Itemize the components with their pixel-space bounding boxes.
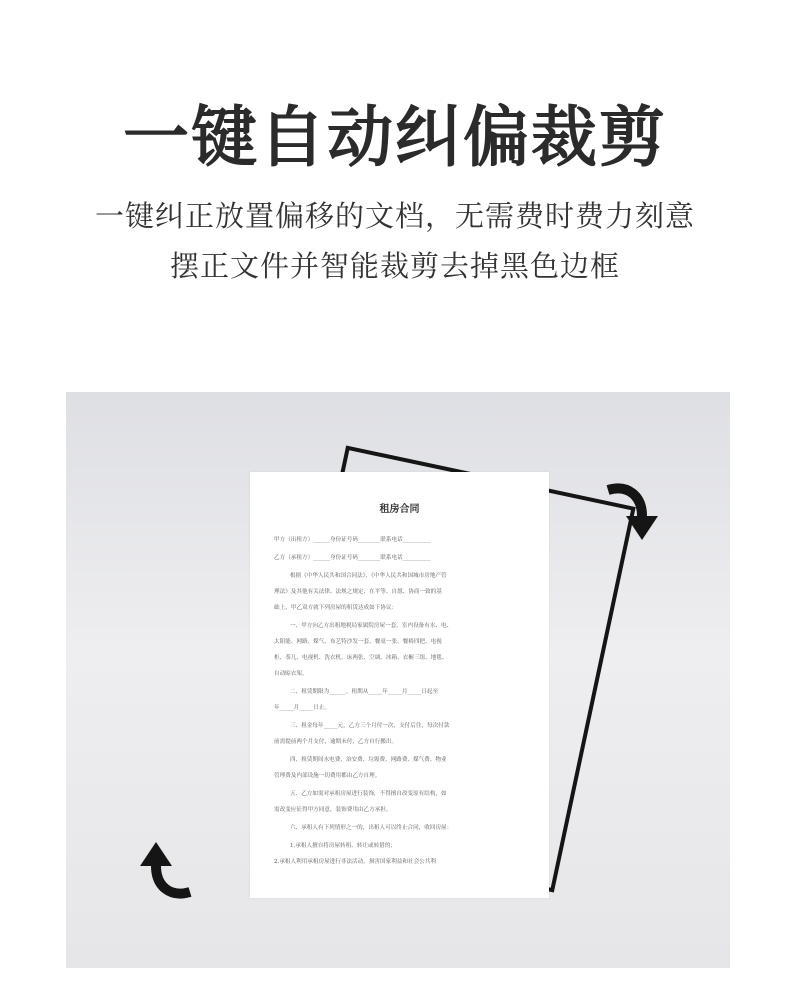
document-line: 自动晾衣架。 [274,671,308,677]
document-line: 三、租金每年_____元，乙方三个月付一次，支付后住，每次付款 [290,723,450,729]
document-line: 需改变应征得甲方同意，装饰费用由乙方承担。 [274,807,392,813]
document-line: 管理费及内部设施一切费用都由乙方自理。 [274,773,381,779]
document-line: 1.承租人擅自将房屋转租、转让或转借的； [290,843,397,849]
document-line: 五、乙方如需对承租房屋进行装饰，不得擅自改变原有结构，如 [290,791,447,797]
document-line: 柜、茶几、电视机、洗衣机、床两张、空调、冰箱、衣橱三组、地毯、 [274,655,448,661]
subtitle-line-1: 一键纠正放置偏移的文档，无需费时费力刻意 [94,199,695,233]
illustration-panel [66,392,730,968]
document-line: 根据《中华人民共和国合同法》、《中华人民共和国城市房地产管 [290,573,447,579]
document-line: 一、甲方向乙方出租地税局家属院房屋一套，室内设备有水、电、 [290,623,453,629]
subtitle-line-2: 摆正文件并智能裁剪去掉黑色边框 [169,249,620,283]
document-title: 租房合同 [379,504,420,515]
document-line: 理法》及其他有关法律、法规之规定，在平等、自愿、协商一致的基 [274,589,442,595]
document-line: 乙方（承租方）______身份证号码________联系电话__________ [274,555,431,561]
document-line: 2.承租人利用承租房屋进行非法活动，损害国家利益和社会公共利 [274,859,436,865]
cropped-document [250,472,549,898]
document-line: 六、承租人有下列情形之一的，出租人可以终止合同，收回房屋： [290,825,453,831]
document-line: 甲方（出租方）______身份证号码________联系电话__________ [274,537,431,543]
rotate-clockwise-arrow-icon [606,482,662,546]
document-line: 前需提前两个月支付，逾期未付，乙方自行搬出。 [274,739,398,745]
document-line: 础上，甲乙双方就下列房屋的租赁达成如下协议： [274,605,398,611]
document-line: 太阳能、网路、煤气、布艺特沙发一套、餐桌一张、餐椅四把、电视 [274,639,442,645]
document-line: 二、租赁期限为______，租期从_____年_____月_____日起至 [290,689,439,695]
page-title: 一键自动纠偏裁剪 [123,99,667,176]
document-line: 四、租赁期间水电费、治安费、垃圾费、网路费、煤气费、物业 [290,757,447,763]
document-line: 年_____月_____日止。 [274,705,330,711]
rotate-clockwise-arrow-icon [138,836,194,900]
